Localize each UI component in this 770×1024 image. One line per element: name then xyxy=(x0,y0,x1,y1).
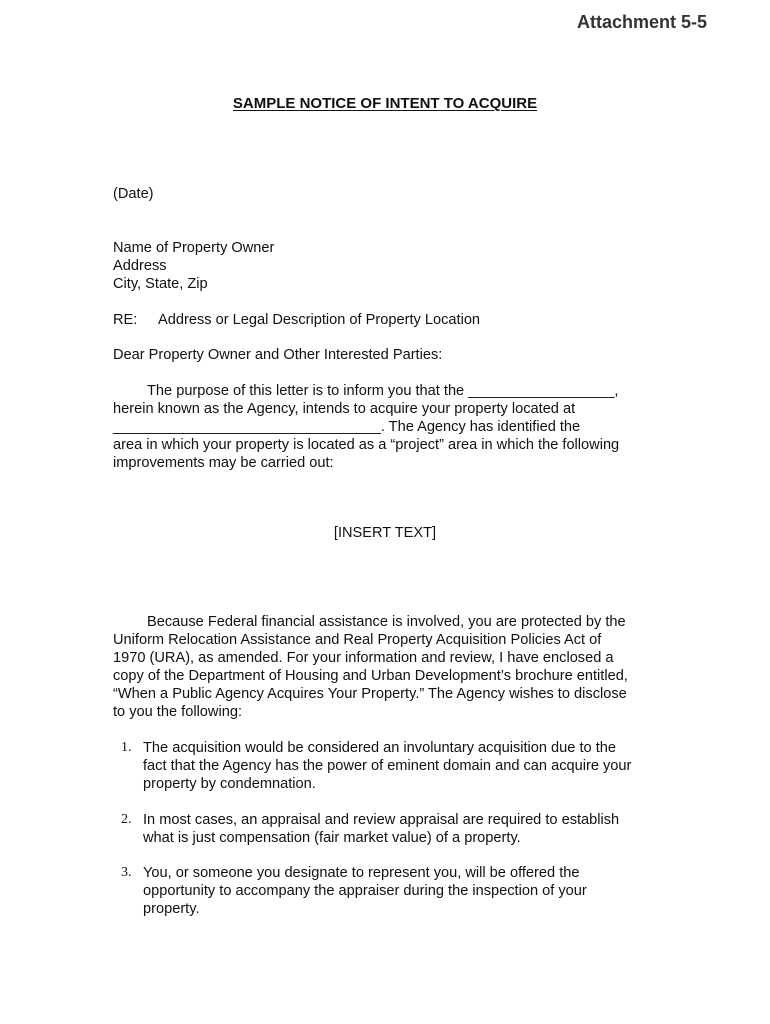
list-item-line: property by condemnation. xyxy=(143,776,316,792)
re-line xyxy=(113,311,673,329)
list-number: 3. xyxy=(121,865,132,880)
re-text: Address or Legal Description of Property Location xyxy=(158,312,481,328)
paragraph-intro-line: herein known as the Agency, intends to acquire your property located at xyxy=(113,401,576,417)
date-line: (Date) xyxy=(113,186,154,202)
paragraph-intro-line: improvements may be carried out: xyxy=(113,455,334,471)
paragraph-ura xyxy=(113,613,673,721)
address-line: Address xyxy=(113,258,167,274)
paragraph-intro-line: _________________________________. The Agency has identified the xyxy=(113,419,581,435)
owner-name-line: Name of Property Owner xyxy=(113,240,275,256)
list-item-line: opportunity to accompany the appraiser during the inspection of your xyxy=(143,883,587,899)
page-title: SAMPLE NOTICE OF INTENT TO ACQUIRE xyxy=(232,95,538,112)
list-number: 2. xyxy=(121,812,132,827)
disclosure-item-3 xyxy=(113,864,673,918)
list-number: 1. xyxy=(121,740,132,755)
insert-text-placeholder: [INSERT TEXT] xyxy=(333,525,437,541)
attachment-label: Attachment 5-5 xyxy=(576,12,707,32)
list-item-line: fact that the Agency has the power of eminent domain and can acquire your xyxy=(143,758,632,774)
paragraph-ura-line: “When a Public Agency Acquires Your Property.” The Agency wishes to disclose xyxy=(113,686,627,702)
re-label: RE: xyxy=(113,312,138,328)
paragraph-ura-line: Because Federal financial assistance is involved, you are protected by the xyxy=(147,614,626,630)
salutation: Dear Property Owner and Other Interested Parties: xyxy=(113,347,443,363)
paragraph-ura-line: copy of the Department of Housing and Urban Development’s brochure entitled, xyxy=(113,668,628,684)
list-item-line: In most cases, an appraisal and review appraisal are required to establish xyxy=(143,812,620,828)
paragraph-ura-line: 1970 (URA), as amended. For your information and review, I have enclosed a xyxy=(113,650,614,666)
list-item-line: You, or someone you designate to represent you, will be offered the xyxy=(143,865,580,881)
paragraph-intro-line: area in which your property is located as a “project” area in which the following xyxy=(113,437,620,453)
list-item-line: property. xyxy=(143,901,200,917)
paragraph-intro xyxy=(113,382,673,472)
paragraph-intro-line: The purpose of this letter is to inform you that the __________________, xyxy=(147,383,619,399)
paragraph-ura-line: Uniform Relocation Assistance and Real Property Acquisition Policies Act of xyxy=(113,632,602,648)
owner-address-block xyxy=(113,239,673,293)
disclosure-item-1 xyxy=(113,739,673,793)
list-item-line: what is just compensation (fair market value) of a property. xyxy=(143,830,521,846)
disclosure-item-2 xyxy=(113,811,673,847)
city-state-zip-line: City, State, Zip xyxy=(113,276,208,292)
list-item-line: The acquisition would be considered an involuntary acquisition due to the xyxy=(143,740,616,756)
paragraph-ura-line: to you the following: xyxy=(113,704,242,720)
